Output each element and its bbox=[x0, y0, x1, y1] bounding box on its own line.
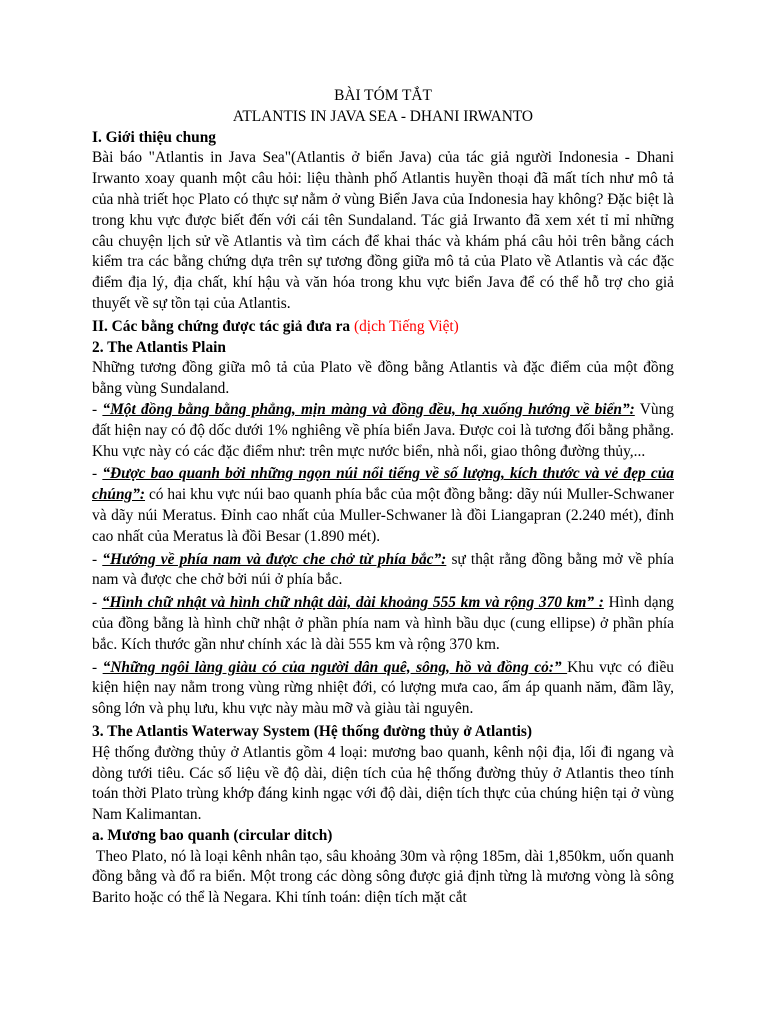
subheading-atlantis-plain: 2. The Atlantis Plain bbox=[92, 338, 226, 356]
plain-item-2 bbox=[92, 464, 674, 547]
section-heading-evidence bbox=[92, 317, 674, 338]
plain-item-4 bbox=[92, 593, 674, 655]
item-dash: - bbox=[92, 658, 103, 676]
item-quote: “Được bao quanh bởi những ngọn núi nổi tiếng về số lượng, kích thước và vẻ đẹp của chúng”: bbox=[92, 465, 674, 504]
subheading-circular-ditch: a. Mương bao quanh (circular ditch) bbox=[92, 826, 333, 844]
item-text: Vùng đất hiện nay có độ dốc dưới 1% nghiêng về phía biển Java. Được coi là tương đối bằng phẳng. Khu vực này có các đặc điểm như: trên mực nước biển, nhà nổi, giao thông đường thủy,... bbox=[92, 400, 674, 460]
item-text: có hai khu vực núi bao quanh phía bắc của một đồng bằng: dãy núi Muller-Schwaner và dãy núi Meratus. Đỉnh cao nhất của Muller-Schwaner là đồi Liangapran (2.240 mét), đỉnh cao nhất của Meratus là đồi Besar (1.890 mét). bbox=[92, 486, 674, 545]
document-title-line-2: ATLANTIS IN JAVA SEA - DHANI IRWANTO bbox=[232, 107, 534, 125]
item-dash: - bbox=[92, 465, 103, 483]
plain-item-5 bbox=[92, 658, 674, 720]
waterway-paragraph: Hệ thống đường thủy ở Atlantis gồm 4 loại: mương bao quanh, kênh nội địa, lối đi ngang và dòng tưới tiêu. Các số liệu về độ dài, diện tích của hệ thống đường thủy ở Atlantis theo tính toán thời Plato trùng khớp đáng kinh ngạc với độ dài, diện tích thực của chúng hiện tại ở vùng Nam Kalimantan. bbox=[92, 743, 674, 824]
evidence-heading-text: II. Các bằng chứng được tác giả đưa ra bbox=[92, 317, 351, 335]
item-quote: “Một đồng bằng bằng phẳng, mịn màng và đồng đều, hạ xuống hướng về biển”: bbox=[102, 400, 635, 418]
section-heading-intro: I. Giới thiệu chung bbox=[92, 128, 216, 146]
document-title-line-1: BÀI TÓM TẮT bbox=[334, 87, 432, 104]
intro-paragraph: Bài báo "Atlantis in Java Sea"(Atlantis ở biển Java) của tác giả người Indonesia - Dhani Irwanto xoay quanh một câu hỏi: liệu thành phố Atlantis huyền thoại đã mất tích như mô tả của nhà triết học Plato có thực sự nằm ở vùng Biển Java của Indonesia hay không? Đặc biệt là trong khu vực được biết đến với cái tên Sundaland. Tác giả Irwanto đã xem xét tỉ mỉ những câu chuyện lịch sử về Atlantis và tìm cách để khai thác và khám phá câu hỏi trên bằng cách kiểm tra các bằng chứng dựa trên sự tương đồng giữa mô tả của Plato về Atlantis và các đặc điểm địa lý, địa chất, khí hậu và văn hóa trong khu vực biển Java để có thể hỗ trợ cho giả thuyết về sự tồn tại của Atlantis. bbox=[92, 149, 674, 312]
plain-item-3 bbox=[92, 550, 674, 592]
item-quote: “Những ngôi làng giàu có của người dân quê, sông, hồ và đồng cỏ:” bbox=[102, 658, 568, 676]
item-dash: - bbox=[92, 550, 103, 568]
item-text: sự thật rằng đồng bằng mở về phía nam và được che chở bởi núi ở phía bắc. bbox=[92, 550, 674, 589]
item-quote: “Hướng về phía nam và được che chở từ phía bắc”: bbox=[102, 550, 447, 568]
item-dash: - bbox=[92, 400, 103, 418]
subheading-waterway-system: 3. The Atlantis Waterway System (Hệ thống đường thủy ở Atlantis) bbox=[92, 722, 533, 740]
plain-intro-paragraph: Những tương đồng giữa mô tả của Plato về đồng bằng Atlantis và đặc điểm của một đồng bằng vùng Sundaland. bbox=[92, 359, 674, 398]
item-text: Khu vực có điều kiện hiện nay nằm trong vùng rừng nhiệt đới, có lượng mưa cao, ấm áp quanh năm, đầm lầy, sông lớn và phụ lưu, khu vực này màu mỡ và giàu tài nguyên. bbox=[92, 658, 674, 718]
plain-item-1 bbox=[92, 400, 674, 462]
circular-ditch-paragraph: Theo Plato, nó là loại kênh nhân tạo, sâu khoảng 30m và rộng 185m, dài 1,850km, uốn quanh đồng bằng và đổ ra biển. Một trong các dòng sông được giả định từng là mương vòng là sông Barito hoặc có thể là Negara. Khi tính toán: diện tích mặt cắt bbox=[92, 847, 678, 907]
item-quote: “Hình chữ nhật và hình chữ nhật dài, dài khoảng 555 km và rộng 370 km” : bbox=[101, 594, 604, 612]
translation-note: (dịch Tiếng Việt) bbox=[353, 317, 459, 335]
item-text: Hình dạng của đồng bằng là hình chữ nhật ở phần phía nam và hình bầu dục (cung ellipse) ở phần phía bắc. Kích thước gần như chính xác là dài 555 km và rộng 370 km. bbox=[92, 594, 674, 653]
item-dash: - bbox=[92, 594, 102, 612]
